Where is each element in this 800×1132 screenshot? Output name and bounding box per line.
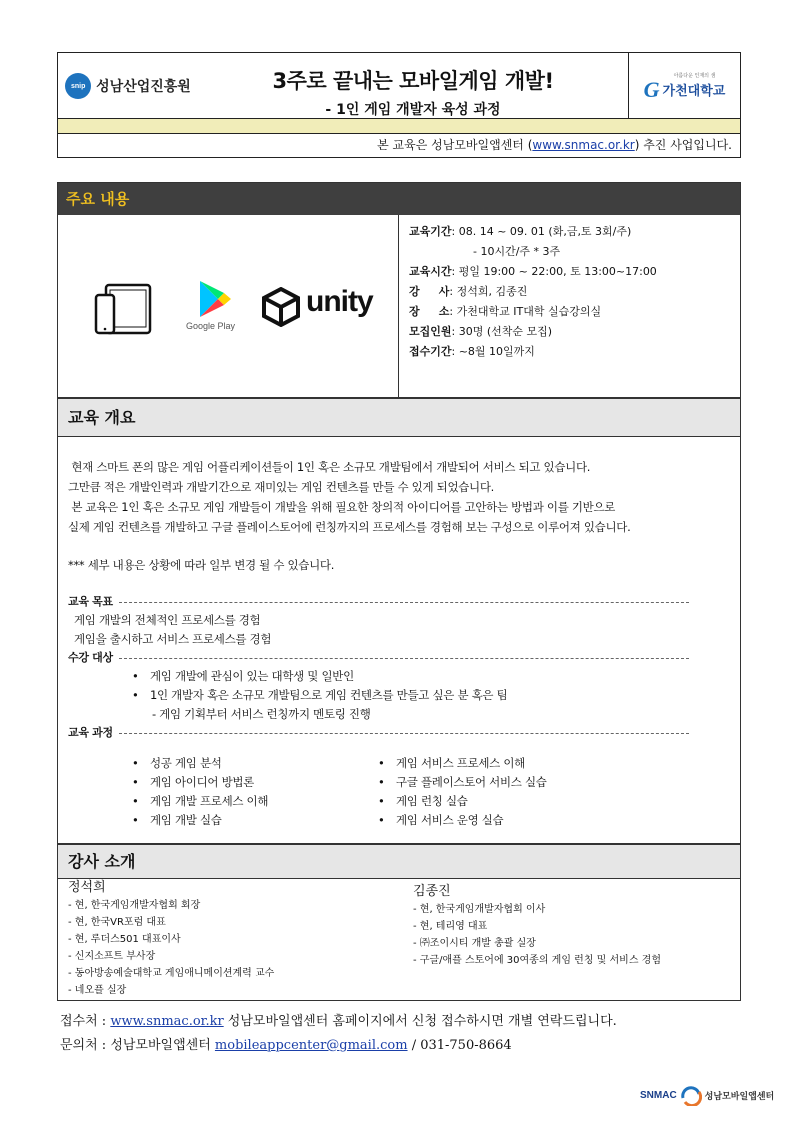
org-logo xyxy=(58,53,198,119)
course-item: • 게임 개발 프로세스 이해 xyxy=(132,792,378,811)
overview-paragraph: 본 교육은 1인 혹은 소규모 게임 개발들이 개발을 위해 필요한 창의적 아이디어를 고안하는 방법과 이를 기반으로 xyxy=(68,500,616,514)
instructor-career: - 현, 루더스501 대표이사 xyxy=(68,934,181,945)
header-top xyxy=(58,53,740,119)
course-item: • 성공 게임 분석 xyxy=(132,754,378,773)
university-logo xyxy=(628,53,740,119)
page-subtitle: - 1인 게임 개발자 육성 과정 xyxy=(325,102,501,118)
google-play-icon xyxy=(198,279,232,319)
course-list-right xyxy=(378,754,678,830)
unity-label: unity xyxy=(306,285,373,318)
instructor-career: - 동아방송예술대학교 게임애니메이션계력 교수 xyxy=(68,968,275,979)
instructor-right xyxy=(413,883,661,969)
goal-row xyxy=(68,593,730,611)
info-row: 강 사: 정석희, 김종진 xyxy=(409,285,528,298)
course-row xyxy=(68,724,730,742)
main-content-section xyxy=(57,182,741,398)
overview-heading: 교육 개요 xyxy=(58,399,740,437)
instructor-name: 김종진 xyxy=(413,884,451,899)
title-block xyxy=(198,53,628,119)
snmac-logo-name: 성남모바일앱센터 xyxy=(704,1091,775,1102)
info-row: 장 소: 가천대학교 IT대학 실습강의실 xyxy=(409,305,602,318)
header-band xyxy=(58,119,740,134)
instructor-career: - 네오플 실장 xyxy=(68,985,127,996)
goal-label: 교육 목표 xyxy=(68,595,113,608)
instructor-name: 정석희 xyxy=(68,880,106,895)
instructor-career: - 현, 테리영 대표 xyxy=(413,921,488,932)
instructor-career: - 현, 한국게임개발자협회 회장 xyxy=(68,900,201,911)
info-row: 교육기간: 08. 14 ~ 09. 01 (화,금,토 3회/주) xyxy=(409,225,632,238)
target-sub-item: - 게임 기획부터 서비스 런칭까지 멘토링 진행 xyxy=(152,707,371,721)
info-row: 교육시간: 평일 19:00 ~ 22:00, 토 13:00~17:00 xyxy=(409,265,657,278)
instructor-career: - 구글/애플 스토어에 30여종의 게임 런칭 및 서비스 경험 xyxy=(413,955,661,966)
overview-notice: *** 세부 내용은 상황에 따라 일부 변경 될 수 있습니다. xyxy=(68,558,335,572)
platform-icons xyxy=(58,215,399,397)
target-item: • 1인 개발자 혹은 소규모 개발팀으로 게임 컨텐츠를 만들고 싶은 분 혹은 팀 xyxy=(68,686,730,705)
unity-cube-icon xyxy=(261,287,301,327)
header-note xyxy=(58,134,740,157)
course-item: • 게임 런칭 실습 xyxy=(378,792,678,811)
contact-email-link[interactable]: mobileappcenter@gmail.com xyxy=(214,1038,408,1053)
main-content-heading: 주요 내용 xyxy=(58,183,740,215)
note-suffix: ) 추진 사업입니다. xyxy=(634,138,732,152)
info-row: - 10시간/주 * 3주 xyxy=(473,245,561,258)
target-row xyxy=(68,649,730,667)
overview-section xyxy=(57,398,741,844)
course-item: • 게임 서비스 프로세스 이해 xyxy=(378,754,678,773)
overview-paragraph: 실제 게임 컨텐츠를 개발하고 구글 플레이스토어에 런칭까지의 프로세스를 경험해 보는 구성으로 이루어져 있습니다. xyxy=(68,520,631,534)
contact-line: 문의처 : 성남모바일앱센터 mobileappcenter@gmail.com / 031-750-8664 xyxy=(60,1038,512,1053)
instructor-career: - 신지소프트 부사장 xyxy=(68,951,156,962)
instructor-career: - ㈜조이시티 개발 총괄 실장 xyxy=(413,938,536,949)
google-play-label: Google Play xyxy=(186,321,236,331)
goal-item: 게임 개발의 전체적인 프로세스를 경험 xyxy=(74,613,261,627)
snmac-swirl-icon xyxy=(680,1084,702,1106)
overview-body xyxy=(58,437,740,830)
page-title: 3주로 끝내는 모바일게임 개발! xyxy=(272,69,554,93)
university-name: 가천대학교 xyxy=(662,84,726,99)
course-label: 교육 과정 xyxy=(68,726,113,739)
target-item: • 게임 개발에 관심이 있는 대학생 및 일반인 xyxy=(68,667,730,686)
course-lists xyxy=(68,754,730,830)
university-tagline: 아름다운 인재의 샘 xyxy=(673,72,716,79)
overview-paragraph: 현재 스마트 폰의 많은 게임 어플리케이션들이 1인 혹은 소규모 개발팀에서 개발되어 서비스 되고 있습니다. xyxy=(68,460,591,474)
snip-logo-icon: snip xyxy=(65,73,91,99)
course-item: • 게임 서비스 운영 실습 xyxy=(378,811,678,830)
instructors-section xyxy=(57,844,741,1001)
goal-item: 게임을 출시하고 서비스 프로세스를 경험 xyxy=(74,632,272,646)
course-info xyxy=(400,215,740,397)
info-row: 접수기간: ~8월 10일까지 xyxy=(409,345,535,358)
info-row: 모집인원: 30명 (선착순 모집) xyxy=(409,325,553,338)
course-list-left xyxy=(68,754,378,830)
snmac-logo-text: SNMAC xyxy=(640,1089,677,1101)
header-box xyxy=(57,52,741,158)
org-name: 성남산업진흥원 xyxy=(96,79,191,95)
instructor-career: - 현, 한국게임개발자협회 이사 xyxy=(413,904,546,915)
snmac-link[interactable]: www.snmac.or.kr xyxy=(532,138,635,152)
overview-paragraph: 그만큼 적은 개발인력과 개발기간으로 재미있는 게임 컨텐츠를 만들 수 있게 되었습니다. xyxy=(68,480,495,494)
gachon-g-icon: G xyxy=(643,76,660,102)
instructor-left xyxy=(68,879,274,999)
instructor-career: - 현, 한국VR포럼 대표 xyxy=(68,917,166,928)
note-prefix: 본 교육은 성남모바일앱센터 ( xyxy=(377,138,533,152)
target-label: 수강 대상 xyxy=(68,651,113,664)
apply-line: 접수처 : www.snmac.or.kr 성남모바일앱센터 홈페이지에서 신청 접수하시면 개별 연락드립니다. xyxy=(60,1014,617,1029)
instructors-heading: 강사 소개 xyxy=(58,845,740,879)
snmac-logo xyxy=(640,1084,774,1106)
course-item: • 게임 아이디어 방법론 xyxy=(132,773,378,792)
course-item: • 구글 플레이스토어 서비스 실습 xyxy=(378,773,678,792)
apply-link[interactable]: www.snmac.or.kr xyxy=(110,1014,224,1029)
course-item: • 게임 개발 실습 xyxy=(132,811,378,830)
mobile-devices-icon xyxy=(94,283,152,335)
